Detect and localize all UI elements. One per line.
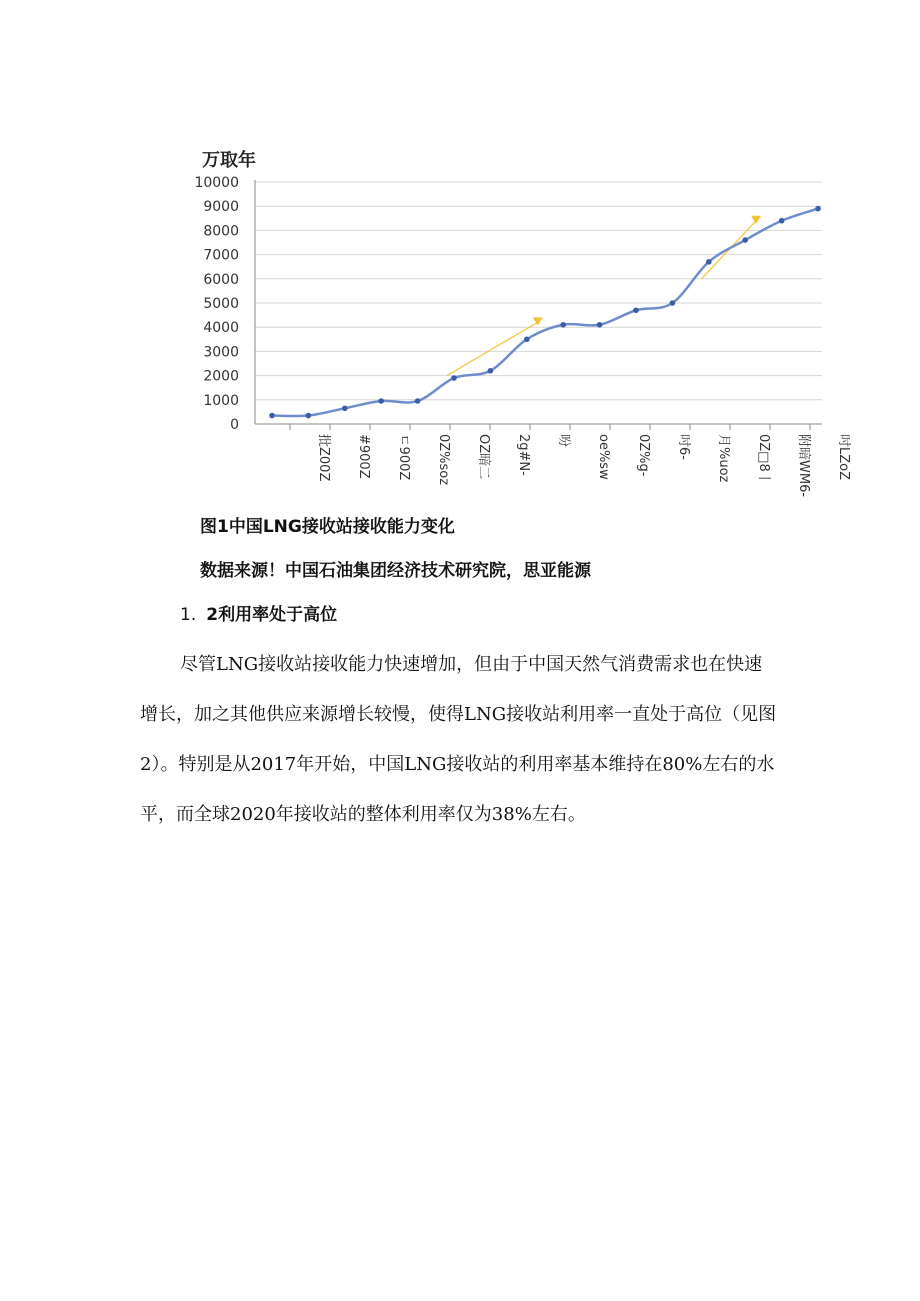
data-source-caption: 数据来源！中国石油集团经济技术研究院，思亚能源 (200, 561, 591, 581)
x-tick-label: 0Z%soz (436, 434, 451, 486)
series-line (272, 209, 818, 416)
x-tick-label: 2g#N- (516, 434, 531, 476)
data-point (779, 218, 785, 224)
y-tick-label: 3000 (203, 344, 239, 361)
data-point (306, 413, 312, 419)
y-tick-label: 8000 (203, 223, 239, 240)
y-tick-label: 6000 (203, 271, 239, 288)
data-point (706, 259, 712, 265)
body-paragraph: 尽管LNG接收站接收能力快速增加，但由于中国天然气消费需求也在快速增长，加之其他供应来源增长较慢，使得LNG接收站利用率一直处于高位（见图2）。特别是从2017年开始，中国LNG接收站的利用率基本维持在80%左右的水平，而全球2020年接收站的整体利用率仅为38%左右。 (140, 654, 777, 825)
y-tick-label: 5000 (203, 296, 239, 312)
x-tick-label: 附暗WM6- (796, 434, 811, 498)
x-tick-label: 批Z00Z (316, 434, 331, 482)
section-title: 2利用率处于高位 (206, 605, 338, 625)
data-point (670, 300, 676, 306)
data-point (524, 337, 530, 343)
x-tick-label: oe%sw (596, 434, 611, 480)
x-tick-label: #900Z (356, 434, 371, 479)
y-tick-label: 2000 (203, 368, 239, 385)
figure-caption: 图1中国LNG接收站接收能力变化 (200, 517, 455, 537)
y-tick-label: 1000 (203, 392, 239, 409)
data-point (633, 307, 639, 313)
x-tick-label: 吩 (556, 434, 571, 448)
trend-arrowhead (751, 216, 761, 224)
y-axis-unit-label: 万取年 (202, 150, 256, 171)
x-tick-label: 月%uoz (716, 434, 731, 483)
body-text (140, 640, 780, 840)
capacity-line-chart-svg (190, 140, 851, 500)
data-point (815, 206, 821, 212)
y-tick-label: 0 (230, 417, 239, 433)
data-point (560, 322, 566, 328)
y-tick-label: 4000 (203, 320, 239, 337)
data-point (742, 237, 748, 243)
y-tick-label: 9000 (203, 199, 239, 216)
data-point (488, 368, 494, 374)
data-point (415, 398, 421, 404)
capacity-chart (190, 140, 851, 500)
x-tick-label: 吋LZoZ (836, 434, 851, 481)
data-point (342, 405, 348, 411)
x-tick-label: 0Z□8丨 (756, 434, 771, 485)
section-heading (180, 600, 337, 625)
x-tick-label: 0Z%g- (636, 434, 651, 477)
data-point (597, 322, 603, 328)
section-number: 1. (180, 605, 197, 625)
y-tick-label: 10000 (194, 175, 239, 191)
data-point (451, 375, 457, 381)
data-point (378, 398, 384, 404)
x-tick-label: OZ暗二 (476, 434, 491, 480)
trend-line (447, 322, 538, 375)
data-point (269, 413, 275, 419)
x-tick-label: 吋6- (676, 434, 691, 460)
x-tick-label: ㄷ900Z (396, 434, 411, 481)
y-tick-label: 7000 (203, 247, 239, 264)
